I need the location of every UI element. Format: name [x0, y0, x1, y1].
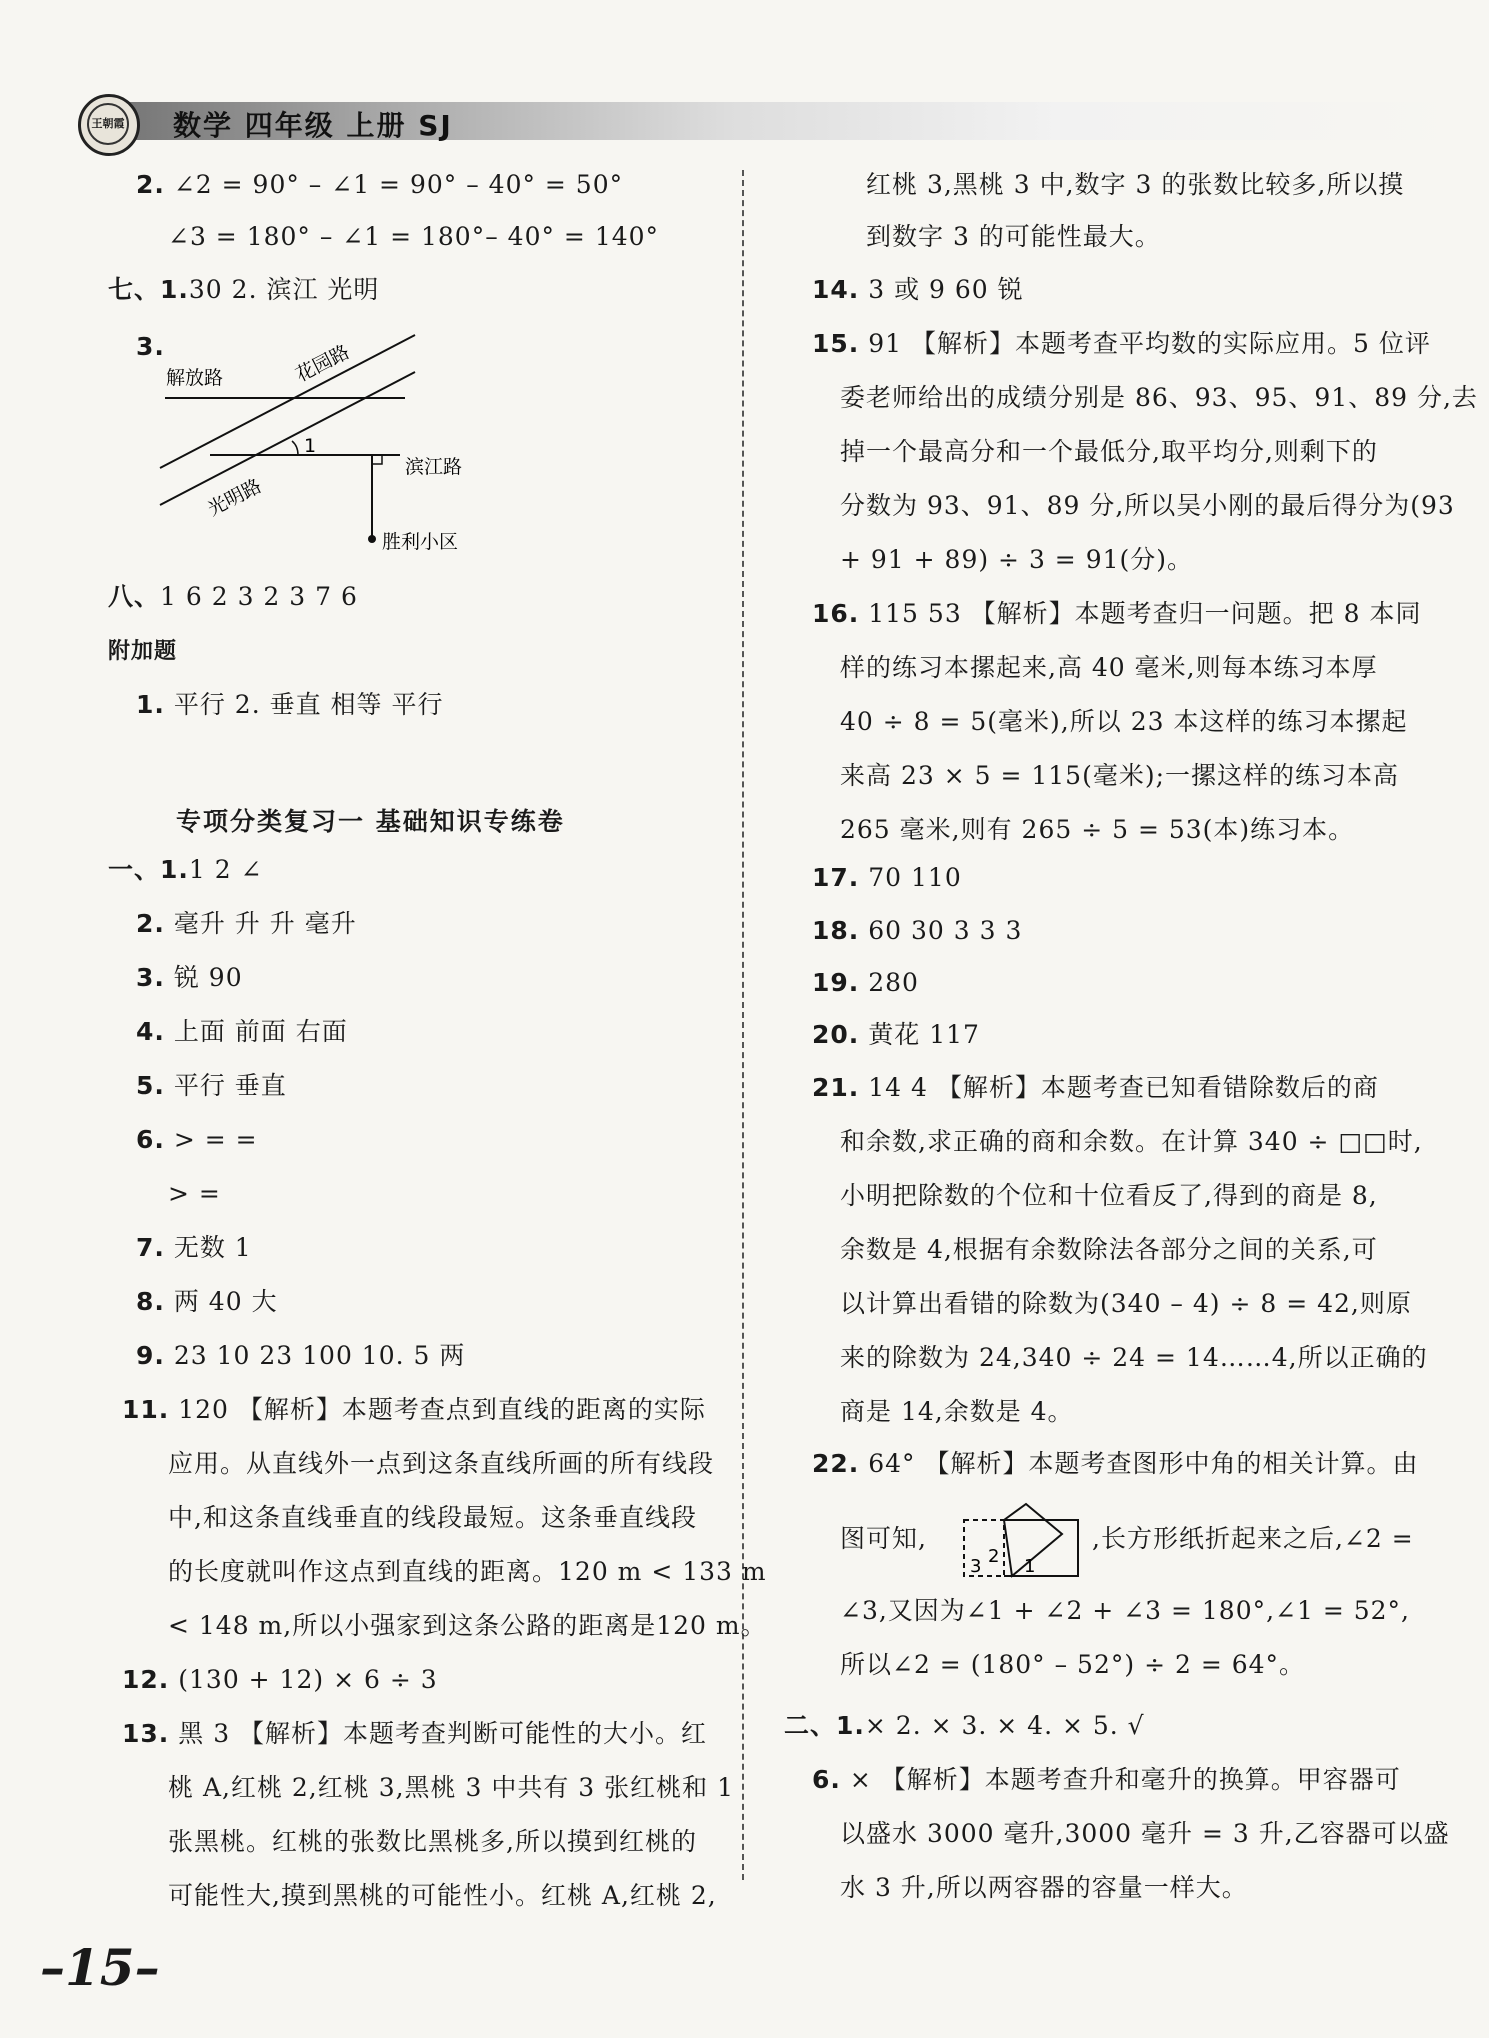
- answer-line: ,长方形纸折起来之后,∠2 =: [1092, 1524, 1414, 1553]
- road-guangming: [160, 372, 415, 505]
- answer-line: 3. 锐 90: [136, 963, 243, 992]
- answer-line: 14. 3 或 9 60 锐: [812, 275, 1024, 304]
- answer-line: 13. 黑 3 【解析】本题考查判断可能性的大小。红: [122, 1719, 708, 1748]
- angle-1-arc: [292, 441, 298, 455]
- label-shengli: 胜利小区: [382, 531, 459, 553]
- answer-line: 委老师给出的成绩分别是 86、93、95、91、89 分,去: [840, 383, 1478, 412]
- question-number: 3.: [136, 332, 165, 361]
- answer-line: 中,和这条直线垂直的线段最短。这条垂直线段: [168, 1503, 697, 1532]
- answer-line: 可能性大,摸到黑桃的可能性小。红桃 A,红桃 2,: [168, 1881, 717, 1910]
- answer-line: 9. 23 10 23 100 10. 5 两: [136, 1341, 466, 1370]
- road-figure: [150, 318, 510, 568]
- label-jiefang: 解放路: [166, 367, 224, 389]
- answer-line: 22. 64° 【解析】本题考查图形中角的相关计算。由: [812, 1449, 1419, 1478]
- answer-line: 张黑桃。红桃的张数比黑桃多,所以摸到红桃的: [168, 1827, 697, 1856]
- answer-line: 7. 无数 1: [136, 1233, 252, 1262]
- answer-line: 到数字 3 的可能性最大。: [866, 222, 1161, 251]
- answer-line: 以计算出看错的除数为(340 – 4) ÷ 8 = 42,则原: [840, 1289, 1412, 1318]
- answer-line: > =: [168, 1179, 221, 1208]
- answer-line: 七、1.30 2. 滨江 光明: [108, 275, 380, 304]
- answer-line: ∠3,又因为∠1 + ∠2 + ∠3 = 180°,∠1 = 52°,: [840, 1596, 1410, 1625]
- label-3: 3: [970, 1556, 982, 1577]
- answer-line: 水 3 升,所以两容器的容量一样大。: [840, 1873, 1248, 1902]
- answer-line: 17. 70 110: [812, 863, 962, 892]
- answer-line: 8. 两 40 大: [136, 1287, 278, 1316]
- label-guangming: 光明路: [204, 474, 266, 521]
- answer-line: 八、1 6 2 3 2 3 7 6: [108, 582, 358, 611]
- publisher-logo: [78, 94, 140, 156]
- answer-line: 2. 毫升 升 升 毫升: [136, 909, 357, 938]
- answer-line: 12. (130 + 12) × 6 ÷ 3: [122, 1665, 438, 1694]
- page-number: –15–: [40, 1938, 160, 1997]
- answer-line: 2. ∠2 = 90° – ∠1 = 90° – 40° = 50°: [136, 170, 624, 199]
- fold-rectangle: [1004, 1520, 1078, 1576]
- road-huayuan: [160, 335, 415, 468]
- book-title: 数学 四年级 上册 SJ: [173, 109, 453, 142]
- answer-line: ∠3 = 180° – ∠1 = 180°– 40° = 140°: [168, 222, 660, 251]
- answer-line: < 148 m,所以小强家到这条公路的距离是120 m。: [168, 1611, 767, 1640]
- answer-line: 和余数,求正确的商和余数。在计算 340 ÷ □□时,: [840, 1127, 1423, 1156]
- answer-line: 265 毫米,则有 265 ÷ 5 = 53(本)练习本。: [840, 815, 1355, 844]
- answer-line: 4. 上面 前面 右面: [136, 1017, 348, 1046]
- answer-line: 红桃 3,黑桃 3 中,数字 3 的张数比较多,所以摸: [866, 170, 1405, 199]
- answer-line: 18. 60 30 3 3 3: [812, 916, 1023, 945]
- answer-line: 图可知,: [840, 1524, 927, 1553]
- answer-line: 5. 平行 垂直: [136, 1071, 287, 1100]
- answer-line: 应用。从直线外一点到这条直线所画的所有线段: [168, 1449, 715, 1478]
- shengli-point: [368, 535, 376, 543]
- logo-text: 王朝霞: [87, 103, 129, 145]
- answer-line: 余数是 4,根据有余数除法各部分之间的关系,可: [840, 1235, 1378, 1264]
- bonus-heading: 附加题: [108, 639, 178, 664]
- label-binjiang: 滨江路: [405, 456, 463, 478]
- answer-line: 小明把除数的个位和十位看反了,得到的商是 8,: [840, 1181, 1378, 1210]
- label-angle-1: 1: [304, 435, 317, 457]
- answer-line: 11. 120 【解析】本题考查点到直线的距离的实际: [122, 1395, 706, 1424]
- right-angle-mark: [372, 455, 382, 464]
- answer-line: 分数为 93、91、89 分,所以吴小刚的最后得分为(93: [840, 491, 1455, 520]
- answer-line: 来的除数为 24,340 ÷ 24 = 14……4,所以正确的: [840, 1343, 1428, 1372]
- answer-line: 1. 平行 2. 垂直 相等 平行: [136, 690, 444, 719]
- fold-figure: [960, 1500, 1085, 1582]
- answer-line: 16. 115 53 【解析】本题考查归一问题。把 8 本同: [812, 599, 1422, 628]
- section-title: 专项分类复习一 基础知识专练卷: [176, 807, 565, 836]
- answer-line: 6. × 【解析】本题考查升和毫升的换算。甲容器可: [812, 1765, 1401, 1794]
- answer-line: 所以∠2 = (180° – 52°) ÷ 2 = 64°。: [840, 1650, 1306, 1679]
- answer-line: 21. 14 4 【解析】本题考查已知看错除数后的商: [812, 1073, 1379, 1102]
- answer-line: 一、1.1 2 ∠: [108, 855, 263, 884]
- answer-line: 二、1.× 2. × 3. × 4. × 5. √: [784, 1711, 1145, 1740]
- label-2: 2: [988, 1546, 1000, 1567]
- answer-line: 的长度就叫作这点到直线的距离。120 m < 133 m: [168, 1557, 767, 1586]
- answer-line: 来高 23 × 5 = 115(毫米);一摞这样的练习本高: [840, 761, 1399, 790]
- answer-line: 商是 14,余数是 4。: [840, 1397, 1074, 1426]
- answer-line: 掉一个最高分和一个最低分,取平均分,则剩下的: [840, 437, 1378, 466]
- page-header: [78, 94, 1458, 148]
- answer-line: 15. 91 【解析】本题考查平均数的实际应用。5 位评: [812, 329, 1431, 358]
- label-huayuan: 花园路: [292, 340, 354, 387]
- answer-line: 6. > = =: [136, 1125, 258, 1154]
- answer-line: 以盛水 3000 毫升,3000 毫升 = 3 升,乙容器可以盛: [840, 1819, 1450, 1848]
- label-1: 1: [1024, 1556, 1036, 1577]
- answer-line: 样的练习本摞起来,高 40 毫米,则每本练习本厚: [840, 653, 1378, 682]
- answer-line: 19. 280: [812, 968, 919, 997]
- answer-line: 40 ÷ 8 = 5(毫米),所以 23 本这样的练习本摞起: [840, 707, 1408, 736]
- answer-line: 20. 黄花 117: [812, 1020, 980, 1049]
- answer-line: + 91 + 89) ÷ 3 = 91(分)。: [840, 545, 1194, 574]
- answer-line: 桃 A,红桃 2,红桃 3,黑桃 3 中共有 3 张红桃和 1: [168, 1773, 734, 1802]
